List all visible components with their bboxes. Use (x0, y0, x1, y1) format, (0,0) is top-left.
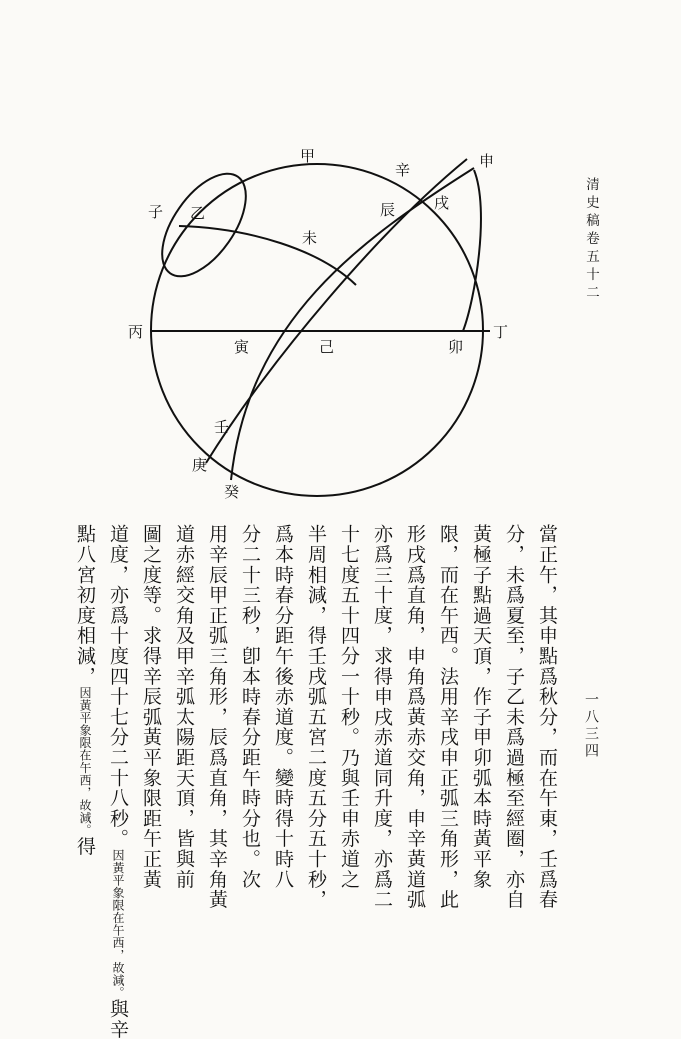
page-header: 清史稿卷五十二 (583, 177, 599, 303)
label-ding: 丁 (493, 323, 509, 341)
text-column (106, 524, 130, 1039)
text-segment: 十七度五十四分一十秒。乃與壬申赤道之 (338, 524, 360, 890)
equator-arc (463, 170, 481, 331)
text-segment: 用辛辰甲正弧三角形，辰爲直角，其辛角黃 (206, 524, 228, 910)
text-column (370, 524, 394, 964)
text-note: 因黃平象限在午西，故減。 (111, 848, 125, 999)
text-column (337, 524, 361, 964)
text-segment: 與辛 (107, 998, 129, 1039)
label-mao: 卯 (448, 338, 464, 356)
text-segment: 圖之度等。求得辛辰弧黃平象限距午正黃 (140, 524, 162, 890)
text-column (139, 524, 163, 964)
text-segment: 亦爲三十度，求得申戌赤道同升度，亦爲二 (371, 524, 393, 910)
text-segment: 道赤經交角及甲辛弧太陽距天頂，皆與前 (173, 524, 195, 890)
text-segment: 形戌爲直角，申角爲黃赤交角，申辛黃道弧 (404, 524, 426, 910)
text-column (502, 524, 526, 964)
text-column (73, 524, 97, 964)
text-segment: 分，未爲夏至，子乙未爲過極至經圈，亦自 (503, 524, 525, 910)
small-ellipse (146, 159, 263, 290)
text-column (172, 524, 196, 964)
label-xin: 辛 (395, 161, 411, 179)
text-column (304, 524, 328, 964)
text-column (436, 524, 460, 964)
text-column (205, 524, 229, 964)
text-segment: 爲本時春分距午後赤道度。變時得十時八 (272, 524, 294, 890)
label-jia: 甲 (300, 147, 316, 165)
text-column (403, 524, 427, 964)
text-segment: 分二十三秒，卽本時春分距午時分也。次 (239, 524, 261, 890)
text-column (238, 524, 262, 964)
label-wei: 未 (302, 229, 318, 247)
astronomical-diagram (0, 0, 681, 510)
label-zi: 子 (148, 203, 164, 221)
label-chen: 辰 (380, 201, 396, 219)
page-number: 一八三四 (583, 692, 599, 760)
text-column (271, 524, 295, 964)
label-yin: 寅 (234, 338, 250, 356)
text-column (535, 524, 559, 964)
text-segment: 半周相減，得壬戌弧五宮二度五分五十秒， (305, 524, 327, 910)
label-ren: 壬 (214, 418, 230, 436)
text-segment: 道度，亦爲十度四十七分二十八秒。 (107, 524, 129, 849)
label-ji: 己 (319, 338, 335, 356)
text-segment: 當正午，其申點爲秋分，而在午東，壬爲春 (536, 524, 558, 910)
text-segment: 得 (74, 836, 96, 857)
label-geng: 庚 (192, 456, 208, 474)
text-note: 因黃平象限在午西，故減。 (78, 686, 92, 837)
text-segment: 黃極子點過天頂，作子甲卯弧本時黃平象 (470, 524, 492, 890)
label-yi: 乙 (190, 204, 206, 222)
label-gui: 癸 (224, 483, 240, 501)
text-segment: 點八宮初度相減， (74, 524, 96, 687)
label-shen: 申 (479, 152, 495, 170)
text-column (469, 524, 493, 964)
label-bing: 丙 (128, 323, 144, 341)
text-segment: 限，而在午西。法用辛戌申正弧三角形，此 (437, 524, 459, 910)
label-xu: 戌 (434, 194, 450, 212)
